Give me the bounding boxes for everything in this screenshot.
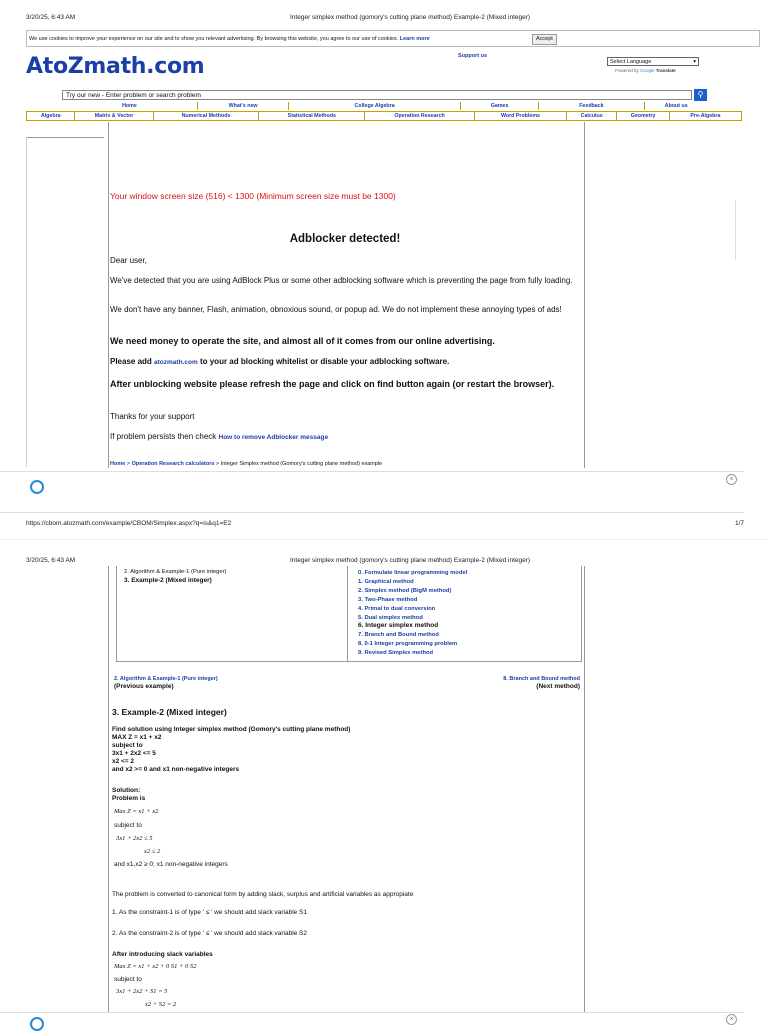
right-column-border	[735, 200, 736, 260]
breadcrumb-current: Integer Simplex method (Gomory's cutting plane method) example	[220, 461, 383, 467]
adblock-message-3: We need money to operate the site, and almost all of it comes from our online advertising.	[110, 336, 495, 346]
site-logo[interactable]: AtoZmath.com	[26, 54, 205, 79]
method-item[interactable]: 4. Primal to dual conversion	[358, 605, 436, 612]
slack-note-1: 1. As the constraint-1 is of type ' ≤ ' we should add slack variable S1	[112, 909, 308, 916]
method-item[interactable]: 2. Simplex method (BigM method)	[358, 587, 452, 594]
print-timestamp: 3/20/25, 6:43 AM	[26, 14, 76, 21]
print-title: Integer simplex method (gomory's cutting plane method) Example-2 (Mixed integer)	[290, 14, 531, 21]
ad-logo-icon	[30, 480, 44, 494]
non-negativity: and x1,x2 ≥ 0; x1 non-negative integers	[114, 861, 228, 868]
search-icon: ⚲	[697, 90, 704, 99]
ad-logo-icon	[30, 1017, 44, 1031]
solution-label: Solution: Problem is	[112, 787, 146, 802]
method-item[interactable]: 1. Graphical method	[358, 578, 414, 585]
next-method-link[interactable]: 8. Branch and Bound method	[503, 676, 580, 682]
top-nav	[62, 102, 708, 110]
adblock-title: Adblocker detected!	[289, 233, 401, 245]
breadcrumb-or[interactable]: Operation Research calculators	[131, 461, 215, 467]
problem-statement: Find solution using Integer simplex method (Gomory's cutting plane method) MAX Z = x1 + x2 subject to 3x1 + 2x2 <= 5 x2 <= 2 and x2 >= 0 and x1 non-negative integers	[112, 726, 351, 773]
equation-2: x2 + S2 = 2	[145, 1001, 177, 1008]
nav-matrix-vector[interactable]: Matrix & Vector	[75, 112, 153, 120]
close-icon[interactable]: ×	[726, 474, 737, 485]
page-divider	[0, 539, 768, 540]
adblock-message-2: We don't have any banner, Flash, animation, obnoxious sound, or popup ad. We do not implement these annoying types of ads!	[110, 305, 562, 314]
support-us-link[interactable]: Support us	[458, 53, 488, 59]
objective-2: Max Z = x1 + x2 + 0 S1 + 0 S2	[114, 963, 197, 970]
nav-feedback[interactable]: Feedback	[539, 102, 644, 110]
method-item[interactable]: 8. 0-1 Integer programming problem	[358, 641, 458, 648]
print-title-2: Integer simplex method (gomory's cutting plane method) Example-2 (Mixed integer)	[290, 557, 531, 564]
after-slack-heading: After introducing slack variables	[112, 951, 213, 958]
google-translate-attribution: Powered by Google Translate	[615, 68, 676, 73]
nav-geometry[interactable]: Geometry	[617, 112, 669, 120]
nav-about-us[interactable]: About us	[664, 103, 688, 109]
remove-adblocker-link[interactable]: How to remove Adblocker message	[218, 434, 329, 441]
equation-1: 3x1 + 2x2 + S1 = 5	[116, 988, 168, 995]
adblock-greeting: Dear user,	[110, 256, 147, 265]
method-item[interactable]: 9. Revised Simplex method	[358, 650, 434, 657]
slack-note-2: 2. As the constraint-2 is of type ' ≤ ' we should add slack variable S2	[112, 930, 308, 937]
subject-to-label-2: subject to	[114, 976, 142, 983]
ad-bar-2	[0, 1012, 744, 1025]
chevron-down-icon: ▾	[693, 59, 696, 65]
breadcrumb-home[interactable]: Home	[110, 461, 126, 467]
search-input[interactable]: Try our new - Enter problem or search problem	[62, 90, 692, 100]
left-list-item[interactable]: 2. Algorithm & Example-1 (Pure integer)	[124, 569, 227, 575]
cookie-text: We use cookies to improve your experience on our site and to show you relevant advertising. By browsing this website, you agree to our use of cookies.	[29, 36, 399, 42]
nav-word-problems[interactable]: Word Problems	[475, 112, 567, 120]
close-icon[interactable]: ×	[726, 1014, 737, 1025]
nav-home[interactable]: Home	[62, 102, 198, 110]
subject-to-label: subject to	[114, 822, 142, 829]
method-item[interactable]: 5. Dual simplex method	[358, 614, 423, 621]
screen-size-warning: Your window screen size (516) < 1300 (Minimum screen size must be 1300)	[110, 191, 396, 201]
left-list-item: 3. Example-2 (Mixed integer)	[124, 577, 212, 584]
method-item-current: 6. Integer simplex method	[358, 622, 439, 630]
learn-more-link[interactable]: Learn more	[399, 36, 430, 42]
adblock-message-5: After unblocking website please refresh the page and click on find button again (or restart the browser).	[110, 379, 555, 389]
method-item[interactable]: 0. Formulate linear programming model	[358, 570, 468, 576]
next-method-label: (Next method)	[536, 683, 580, 690]
example-heading: 3. Example-2 (Mixed integer)	[112, 707, 227, 717]
atozmath-link[interactable]: atozmath.com	[154, 359, 198, 366]
previous-example-label: (Previous example)	[114, 683, 174, 690]
method-item[interactable]: 7. Branch and Bound method	[358, 632, 439, 639]
method-item[interactable]: 3. Two-Phase method	[358, 596, 418, 603]
left-column-divider	[26, 137, 104, 138]
accept-cookies-button[interactable]: Accept	[532, 34, 557, 45]
language-select-value: Select Language	[610, 59, 652, 65]
objective: Max Z = x1 + x2	[114, 808, 159, 815]
cookie-banner	[26, 30, 760, 47]
nav-statistical-methods[interactable]: Statistical Methods	[259, 112, 365, 120]
breadcrumb: Home > Operation Research calculators > Integer Simplex method (Gomory's cutting plane method) example	[110, 461, 383, 467]
adblock-message-1: We've detected that you are using AdBlock Plus or some other adblocking software which is preventing the page from fully loading.	[110, 276, 573, 285]
methods-list	[358, 569, 467, 658]
nav-games[interactable]: Games	[461, 102, 539, 110]
nav-calculus[interactable]: Calculus	[567, 112, 617, 120]
canonical-note: The problem is converted to canonical form by adding slack, surplus and artificial variables as appropiate	[112, 891, 414, 898]
print-url: https://cbom.atozmath.com/example/CBOM/Simplex.aspx?q=is&q1=E2	[26, 520, 232, 527]
nav-college-algebra[interactable]: College Algebra	[289, 102, 461, 110]
constraint-2: x2 ≤ 2	[144, 848, 161, 855]
ad-bar	[0, 471, 744, 513]
nav-pre-algebra[interactable]: Pre-Algebra	[690, 113, 721, 119]
nav-whats-new[interactable]: What's new	[198, 102, 289, 110]
search-button[interactable]	[694, 89, 707, 101]
previous-example-link[interactable]: 2. Algorithm & Example-1 (Pure integer)	[114, 676, 218, 682]
print-page-number: 1/7	[735, 520, 745, 527]
constraint-1: 3x1 + 2x2 ≤ 5	[116, 835, 153, 842]
nav-operation-research[interactable]: Operation Research	[365, 112, 475, 120]
main-nav	[26, 111, 742, 121]
adblock-message-7: If problem persists then check How to remove Adblocker message	[110, 432, 329, 441]
adblock-message-4: Please add atozmath.com to your ad blocking whitelist or disable your adblocking software.	[110, 357, 450, 366]
nav-algebra[interactable]: Algebra	[27, 112, 75, 120]
left-column-border	[26, 137, 27, 467]
adblock-thanks: Thanks for your support	[110, 412, 195, 421]
language-select[interactable]	[607, 57, 699, 66]
print-timestamp-2: 3/20/25, 6:43 AM	[26, 557, 76, 564]
nav-numerical-methods[interactable]: Numerical Methods	[154, 112, 260, 120]
